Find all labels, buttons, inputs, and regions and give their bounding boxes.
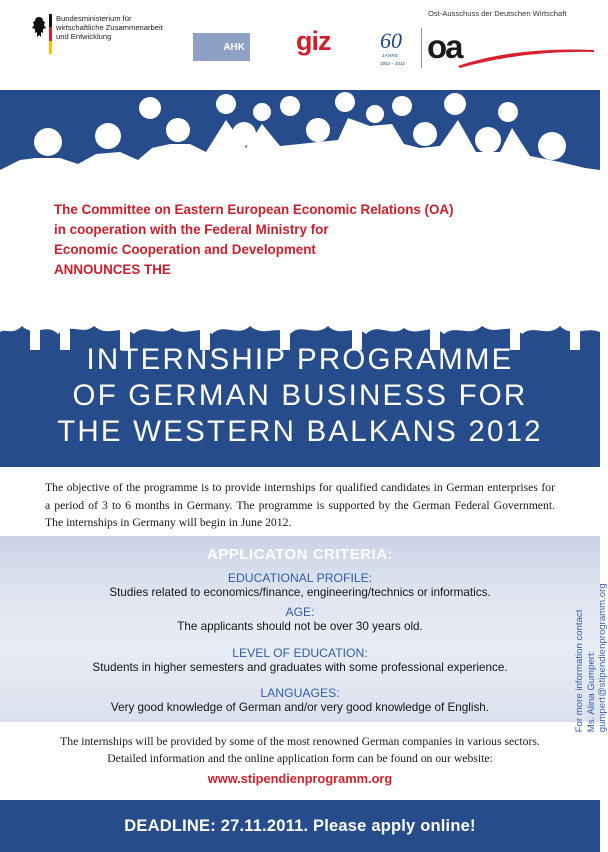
bmz-logo bbox=[32, 14, 182, 54]
criterion-label: LANGUAGES: bbox=[260, 686, 340, 700]
contact-line: Ms. Alina Gumpert: bbox=[585, 650, 597, 733]
criteria-content bbox=[0, 536, 600, 722]
title-line: OF GERMAN BUSINESS FOR bbox=[72, 379, 528, 412]
closing-paragraph: The internships will be provided by some of the most renowned German companies in various sectors. Detailed information and the online application form can be found on our website: bbox=[60, 735, 540, 765]
criterion-value: Studies related to economics/finance, engineering/technics or informatics. bbox=[109, 586, 491, 599]
intro-line: Economic Cooperation and Development bbox=[54, 242, 316, 257]
oa-logo: oa bbox=[427, 28, 462, 65]
contact-email[interactable]: gumpert@stipendienprogramm.org bbox=[596, 583, 608, 733]
oa-anniversary-badge bbox=[380, 28, 416, 68]
ahk-logo: AHK bbox=[193, 33, 250, 61]
criterion-value: The applicants should not be over 30 years old. bbox=[177, 620, 423, 633]
website-link[interactable]: www.stipendienprogramm.org bbox=[207, 771, 393, 786]
criterion-value: Students in higher semesters and graduates with some professional experience. bbox=[92, 661, 508, 674]
anniversary-years: 1952 – 2012 bbox=[380, 61, 406, 66]
oa-swoosh-icon bbox=[458, 46, 594, 68]
deadline-banner: DEADLINE: 27.11.2011. Please apply online! bbox=[0, 800, 600, 852]
anniversary-word: JAHRE bbox=[382, 53, 399, 58]
title-line: INTERNSHIP PROGRAMME bbox=[86, 343, 514, 376]
anniversary-number: 60 bbox=[380, 28, 402, 53]
bmz-line: und Entwicklung bbox=[56, 32, 112, 41]
objective-paragraph: The objective of the programme is to provide internships for qualified candidates in German enterprises for a period of 3 to 6 months in Germany. The programme is supported by the German Federal Government. The internships in Germany will begin in June 2012. bbox=[45, 481, 555, 529]
hero-banner bbox=[0, 90, 600, 467]
german-flag-stripe bbox=[49, 14, 52, 54]
logo-header bbox=[0, 0, 600, 90]
criterion-label: AGE: bbox=[285, 605, 315, 619]
contact-line: For more information contact bbox=[573, 609, 585, 733]
contact-sidebar bbox=[548, 544, 608, 733]
intro-line: in cooperation with the Federal Ministry for bbox=[54, 222, 329, 237]
giz-logo: giz bbox=[296, 26, 331, 56]
intro-line: The Committee on Eastern European Economic Relations (OA) bbox=[54, 202, 454, 217]
logo-divider bbox=[421, 28, 422, 68]
programme-title bbox=[0, 342, 600, 450]
title-line: THE WESTERN BALKANS 2012 bbox=[57, 415, 543, 448]
oa-org-name: Ost-Ausschuss der Deutschen Wirtschaft bbox=[428, 9, 567, 18]
intro-announces: ANNOUNCES THE bbox=[54, 262, 171, 277]
criterion-value: Very good knowledge of German and/or very good knowledge of English. bbox=[110, 701, 490, 714]
criteria-panel bbox=[0, 536, 600, 722]
bmz-line: wirtschaftliche Zusammenarbeit bbox=[56, 23, 163, 32]
federal-eagle-icon bbox=[32, 16, 46, 38]
bmz-line: Bundesministerium für bbox=[56, 14, 132, 23]
criterion-label: LEVEL OF EDUCATION: bbox=[232, 646, 368, 660]
criteria-heading: APPLICATON CRITERIA: bbox=[206, 546, 394, 563]
intro-statement bbox=[54, 200, 474, 280]
criterion-label: EDUCATIONAL PROFILE: bbox=[227, 571, 373, 585]
bmz-name bbox=[56, 14, 186, 41]
contact-info bbox=[574, 542, 608, 732]
